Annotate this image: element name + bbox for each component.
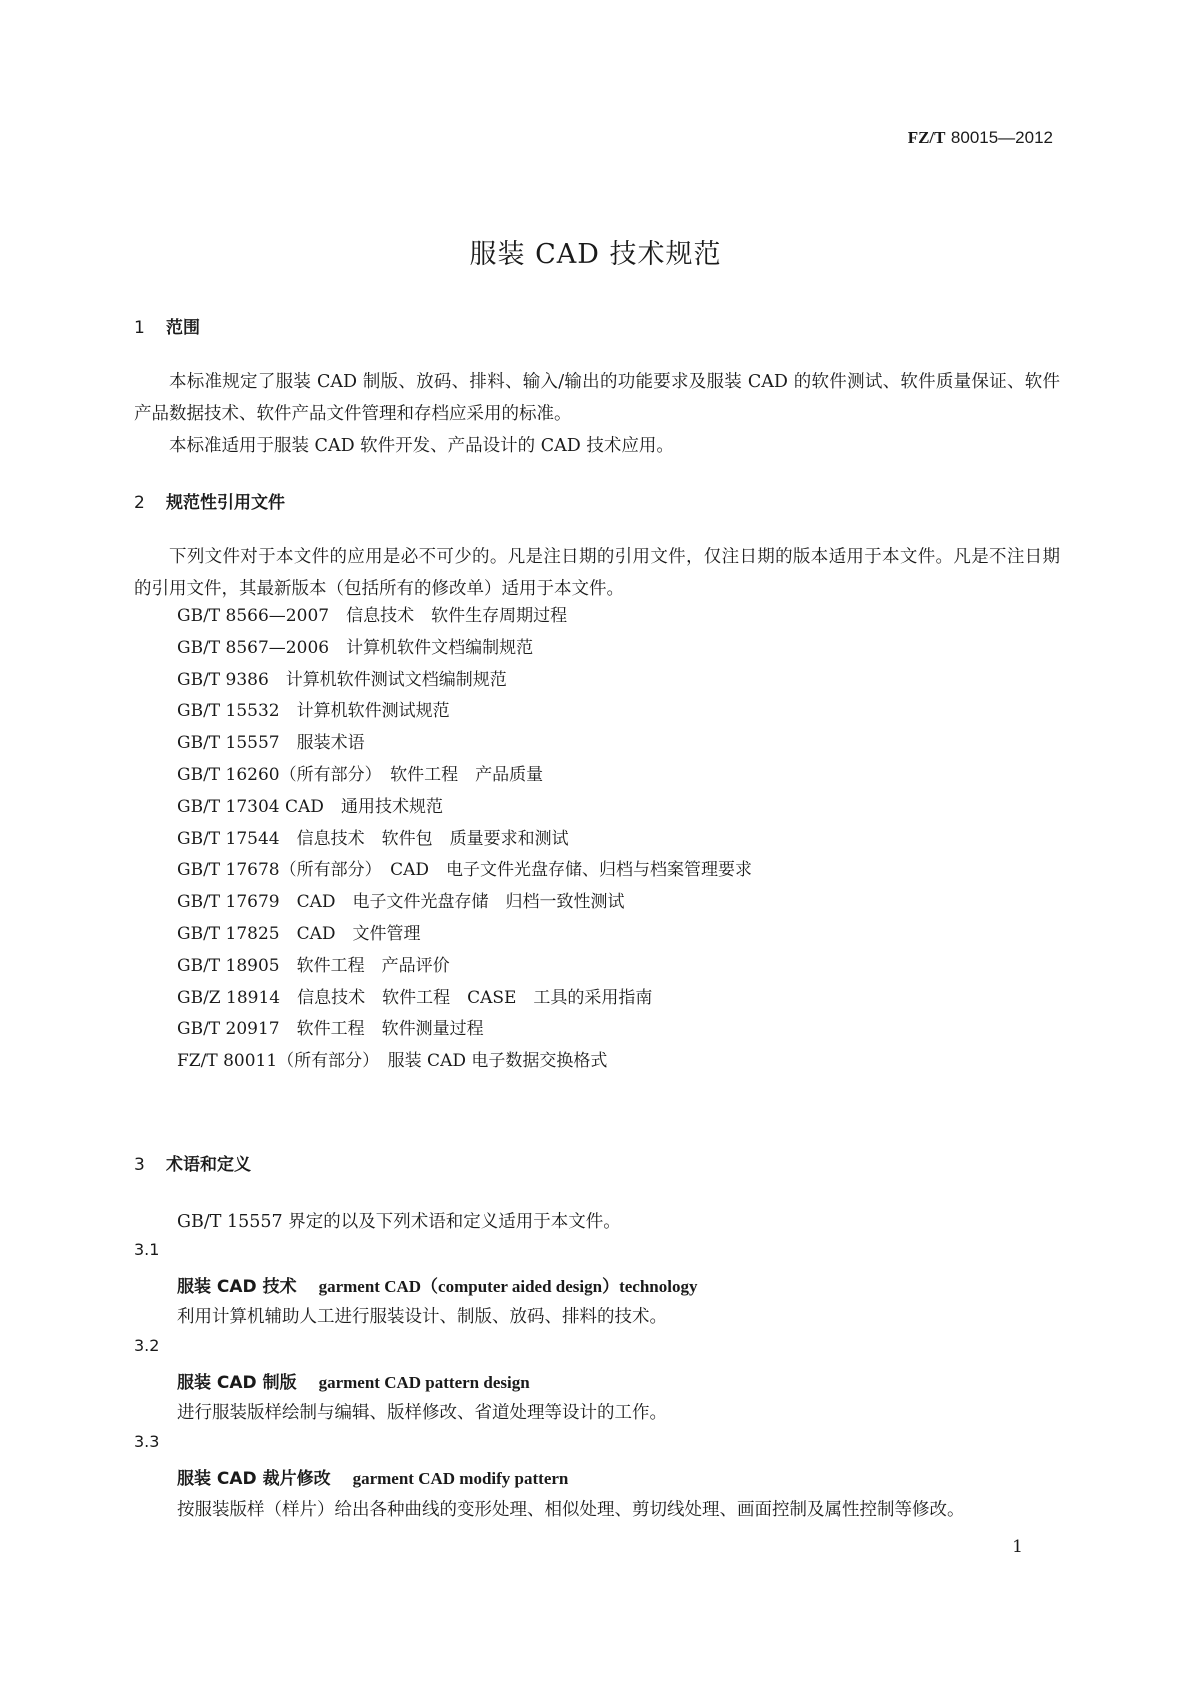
section-number: 1	[134, 318, 145, 338]
reference-item: GB/T 16260（所有部分） 软件工程 产品质量	[177, 764, 544, 785]
reference-item: GB/T 8567—2006 计算机软件文档编制规范	[177, 637, 534, 658]
reference-item: GB/T 15532 计算机软件测试规范	[177, 701, 450, 722]
reference-item: GB/T 17678（所有部分） CAD 电子文件光盘存储、归档与档案管理要求	[177, 860, 753, 881]
normative-refs-intro	[134, 541, 1060, 605]
term-en: garment CAD pattern design	[318, 1373, 530, 1392]
term-entry	[177, 1464, 568, 1489]
terms-intro: GB/T 15557 界定的以及下列术语和定义适用于本文件。	[177, 1212, 621, 1232]
reference-item: GB/T 20917 软件工程 软件测量过程	[177, 1019, 484, 1040]
page-number: 1	[1012, 1537, 1023, 1557]
standard-code	[908, 128, 1053, 148]
term-definition: 进行服装版样绘制与编辑、版样修改、省道处理等设计的工作。	[177, 1403, 667, 1423]
reference-item: GB/T 17544 信息技术 软件包 质量要求和测试	[177, 828, 569, 849]
term-entry	[177, 1272, 697, 1297]
reference-item: GB/Z 18914 信息技术 软件工程 CASE 工具的采用指南	[177, 987, 653, 1008]
section-heading-normative-refs	[134, 488, 285, 513]
term-entry	[177, 1368, 530, 1393]
reference-item: GB/T 18905 软件工程 产品评价	[177, 955, 450, 976]
reference-item: GB/T 15557 服装术语	[177, 733, 365, 754]
section-number: 2	[134, 493, 145, 513]
section-title: 范围	[166, 318, 200, 338]
standard-code-prefix: FZ/T	[907, 128, 946, 147]
term-zh: 服装 CAD 技术	[177, 1277, 297, 1297]
standard-code-number: 80015—2012	[950, 128, 1053, 147]
reference-item: GB/T 17679 CAD 电子文件光盘存储 归档一致性测试	[177, 892, 625, 913]
section-number: 3	[134, 1155, 145, 1175]
reference-item: GB/T 17825 CAD 文件管理	[177, 923, 421, 944]
term-en: garment CAD（computer aided design）technology	[318, 1277, 698, 1296]
reference-item: GB/T 9386 计算机软件测试文档编制规范	[177, 669, 507, 690]
scope-body	[134, 366, 1060, 462]
term-en: garment CAD modify pattern	[352, 1469, 569, 1488]
section-title: 术语和定义	[166, 1155, 251, 1175]
document-title: 服装 CAD 技术规范	[469, 239, 722, 270]
reference-list	[177, 601, 752, 1078]
section-heading-scope	[134, 313, 200, 338]
clause-number: 3.1	[134, 1240, 160, 1259]
reference-item: GB/T 8566—2007 信息技术 软件生存周期过程	[177, 606, 568, 626]
section-title: 规范性引用文件	[166, 493, 285, 513]
term-zh: 服装 CAD 制版	[177, 1373, 297, 1393]
reference-item: GB/T 17304 CAD 通用技术规范	[177, 796, 443, 817]
section-heading-terms	[134, 1150, 251, 1175]
clause-number: 3.3	[134, 1432, 160, 1451]
paragraph: 本标准规定了服装 CAD 制版、放码、排料、输入/输出的功能要求及服装 CAD 的软件测试、软件质量保证、软件产品数据技术、软件产品文件管理和存档应采用的标准。	[134, 372, 1060, 424]
term-definition: 按服装版样（样片）给出各种曲线的变形处理、相似处理、剪切线处理、画面控制及属性控制等修改。	[177, 1500, 965, 1520]
term-zh: 服装 CAD 裁片修改	[177, 1469, 331, 1489]
clause-number: 3.2	[134, 1336, 160, 1355]
reference-item: FZ/T 80011（所有部分） 服装 CAD 电子数据交换格式	[177, 1051, 608, 1072]
term-definition: 利用计算机辅助人工进行服装设计、制版、放码、排料的技术。	[177, 1307, 667, 1327]
paragraph: 下列文件对于本文件的应用是必不可少的。凡是注日期的引用文件，仅注日期的版本适用于本文件。凡是不注日期的引用文件，其最新版本（包括所有的修改单）适用于本文件。	[134, 547, 1060, 599]
paragraph: 本标准适用于服装 CAD 软件开发、产品设计的 CAD 技术应用。	[169, 436, 674, 456]
